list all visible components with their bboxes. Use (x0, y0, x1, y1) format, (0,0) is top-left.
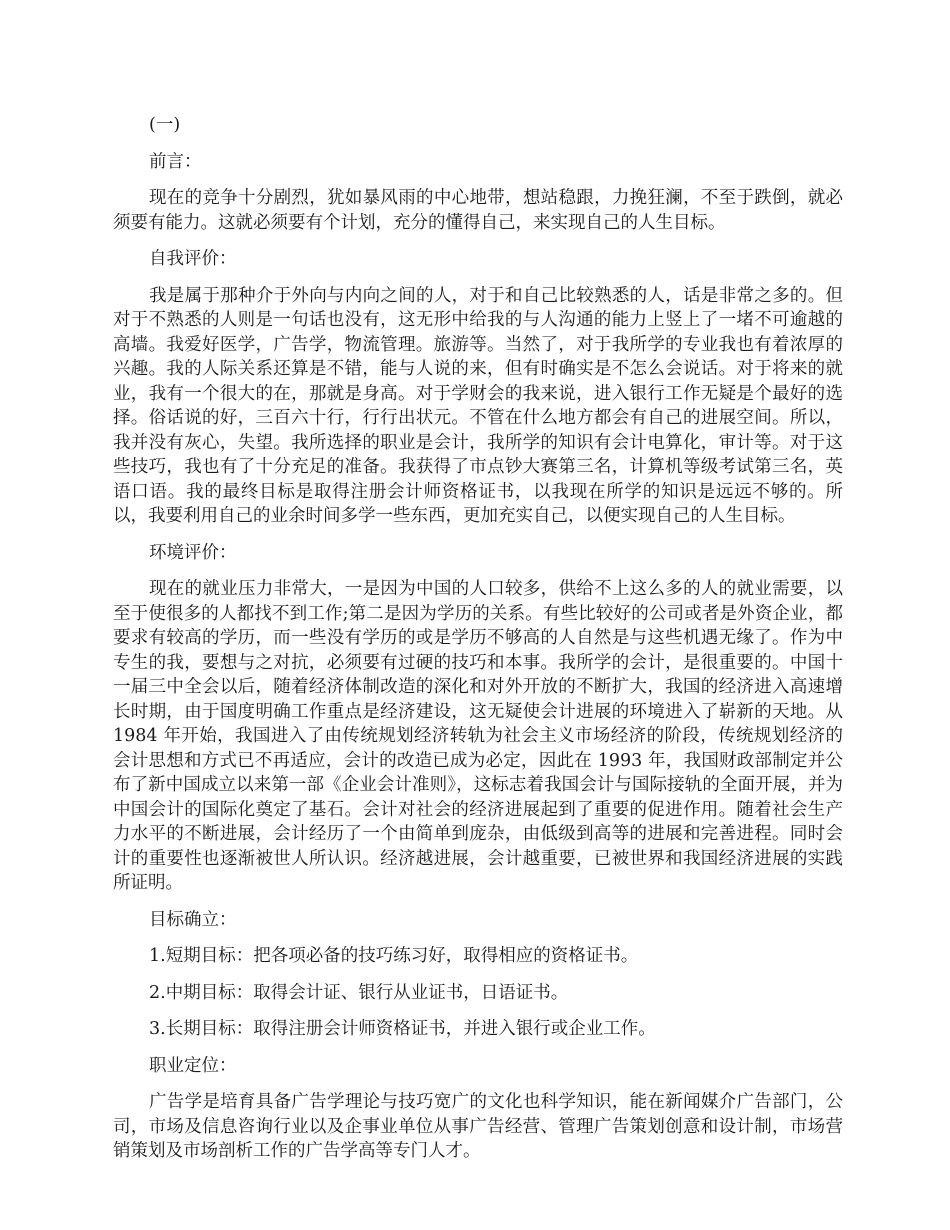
heading-career-positioning: 职业定位： (149, 1055, 237, 1076)
paragraph-career-positioning: 广告学是培育具备广告学理论与技巧宽广的文化也科学知识，能在新闻媒介广告部门，公司，市场及信息咨询行业以及企事业单位从事广告经营、管理广告策划创意和设计制，市场营销策划及市场剖析工作的广告学高等专门人才。 (113, 1092, 843, 1161)
heading-goal-setting: 目标确立： (149, 909, 237, 930)
goal-short-term: 1.短期目标：把各项必备的技巧练习好，取得相应的资格证书。 (149, 946, 639, 966)
section-number: (一) (149, 115, 181, 135)
paragraph-preface: 现在的竞争十分剧烈，犹如暴风雨的中心地带，想站稳跟，力挽狂澜，不至于跌倒，就必须要有能力。这就必须要有个计划，充分的懂得自己，来实现自己的人生目标。 (113, 188, 843, 233)
document-body (113, 113, 843, 1164)
paragraph-environment-evaluation: 现在的就业压力非常大，一是因为中国的人口较多，供给不上这么多的人的就业需要，以至于使很多的人都找不到工作;第二是因为学历的关系。有些比较好的公司或者是外资企业，都要求有较高的学历，而一些没有学历的或是学历不够高的人自然是与这些机遇无缘了。作为中专生的我，要想与之对抗，必须要有过硬的技巧和本事。我所学的会计，是很重要的。中国十一届三中全会以后，随着经济体制改造的深化和对外开放的不断扩大，我国的经济进入高速增长时期，由于国度明确工作重点是经济建设，这无疑使会计进展的环境进入了崭新的天地。从 1984 年开始，我国进入了由传统规划经济转轨为社会主义市场经济的阶段，传统规划经济的会计思想和方式已不再适应，会计的改造已成为必定，因此在 1993 年，我国财政部制定并公布了新中国成立以来第一部《企业会计准则》，这标志着我国会计与国际接轨的全面开展，并为中国会计的国际化奠定了基石。会计对社会的经济进展起到了重要的促进作用。随着社会生产力水平的不断进展，会计经历了一个由简单到庞杂，由低级到高等的进展和完善进程。同时会计的重要性也逐渐被世人所认识。经济越进展，会计越重要，已被世界和我国经济进展的实践所证明。 (113, 579, 843, 893)
heading-preface: 前言： (149, 151, 202, 172)
heading-environment-evaluation: 环境评价： (149, 542, 237, 563)
goal-mid-term: 2.中期目标：取得会计证、银行从业证书，日语证书。 (149, 982, 569, 1003)
heading-self-evaluation: 自我评价： (149, 249, 237, 269)
goal-long-term: 3.长期目标：取得注册会计师资格证书，并进入银行或企业工作。 (149, 1019, 656, 1039)
paragraph-self-evaluation: 我是属于那种介于外向与内向之间的人，对于和自己比较熟悉的人，话是非常之多的。但对于不熟悉的人则是一句话也没有，这无形中给我的与人沟通的能力上竖上了一堵不可逾越的高墙。我爱好医学，广告学，物流管理。旅游等。当然了，对于我所学的专业我也有着浓厚的兴趣。我的人际关系还算是不错，能与人说的来，但有时确实是不怎么会说话。对于将来的就业，我有一个很大的在，那就是身高。对于学财会的我来说，进入银行工作无疑是个最好的选择。俗话说的好，三百六十行，行行出状元。不管在什么地方都会有自己的进展空间。所以，我并没有灰心，失望。我所选择的职业是会计，我所学的知识有会计电算化，审计等。对于这些技巧，我也有了十分充足的准备。我获得了市点钞大赛第三名，计算机等级考试第三名，英语口语。我的最终目标是取得注册会计师资格证书，以我现在所学的知识是远远不够的。所以，我要利用自己的业余时间多学一些东西，更加充实自己，以便实现自己的人生目标。 (113, 285, 843, 526)
